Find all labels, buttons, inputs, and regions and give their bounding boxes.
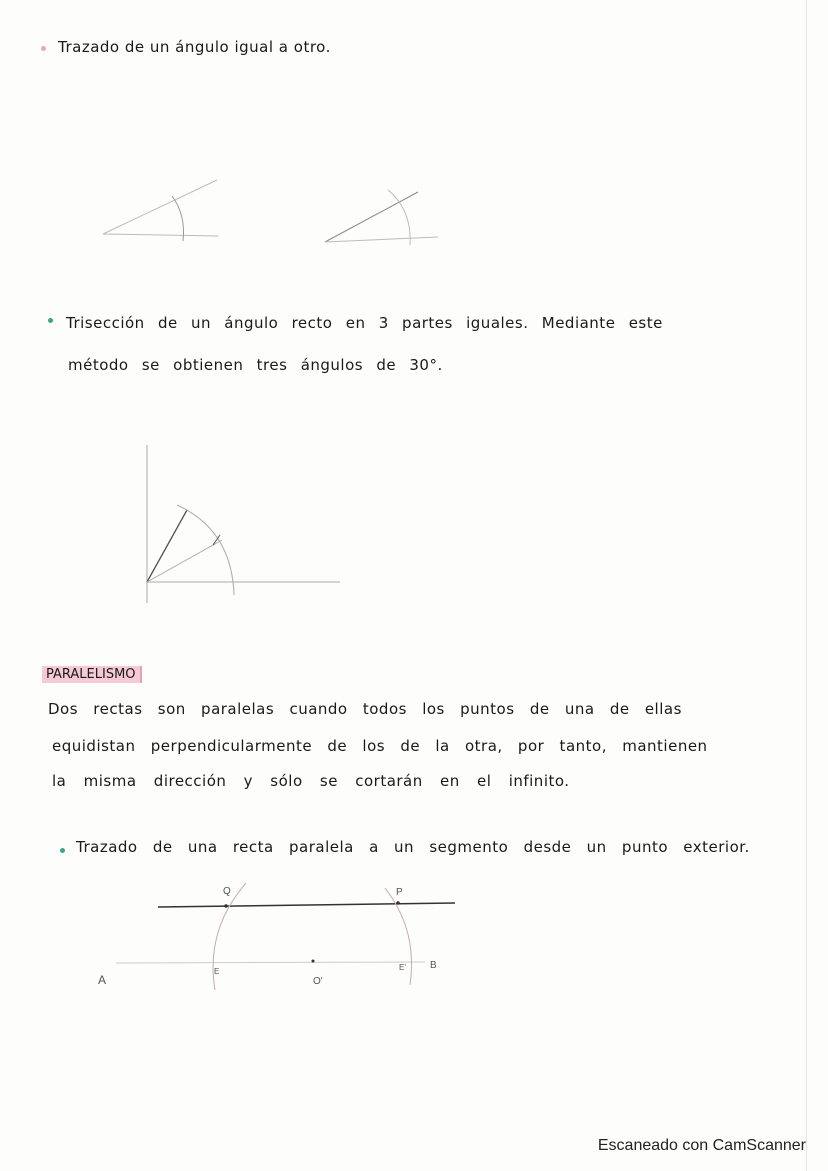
angle-copy-title: Trazado de un ángulo igual a otro. [58, 38, 331, 56]
trisection-line-2: método se obtienen tres ángulos de 30°. [68, 356, 443, 374]
paralelismo-heading: PARALELISMO [42, 666, 142, 683]
parallelism-line-2: equidistan perpendicularmente de los de la otra, por tanto, mantienen [52, 737, 708, 755]
parallelism-line-1: Dos rectas son paralelas cuando todos los puntos de una de ellas [48, 700, 682, 718]
parallel-construction-title: Trazado de una recta paralela a un segmento desde un punto exterior. [76, 838, 750, 856]
label-q: Q [223, 886, 231, 897]
label-p: P [396, 887, 403, 898]
parallelism-line-3: la misma dirección y sólo se cortarán en el infinito. [52, 772, 570, 790]
label-o-prime: O' [313, 976, 323, 987]
trisection-line-1: Trisección de un ángulo recto en 3 partes iguales. Mediante este [66, 314, 663, 332]
label-b: B [430, 960, 437, 971]
label-a: A [98, 973, 107, 987]
angle-copy-figure [103, 180, 438, 245]
label-e: E [214, 967, 220, 976]
label-e-prime: E' [399, 963, 406, 972]
trisection-figure [147, 445, 340, 603]
camscanner-watermark: Escaneado con CamScanner [597, 1137, 806, 1154]
parallel-figure [116, 883, 455, 990]
